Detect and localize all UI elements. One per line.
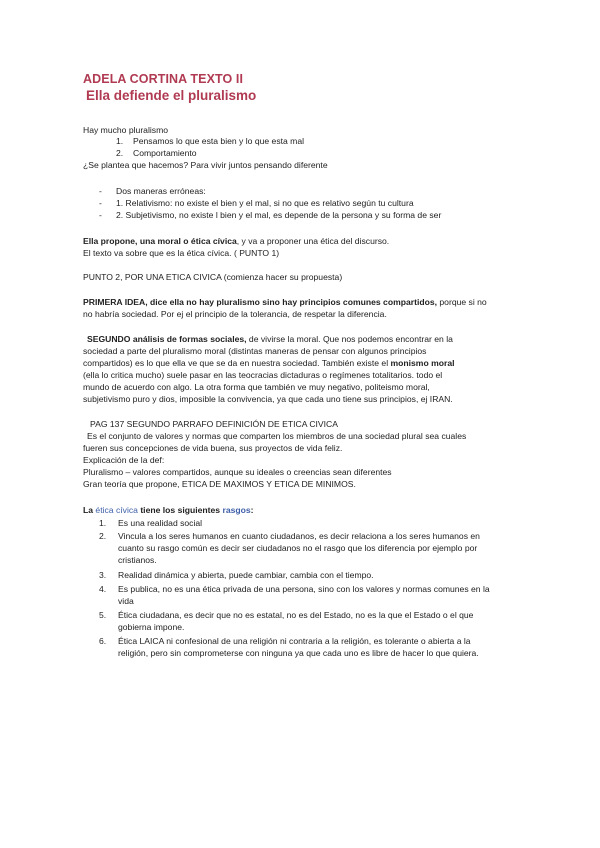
intro-item: Pensamos lo que esta bien y lo que esta mal <box>133 136 305 146</box>
rasgo-num: 1. <box>99 518 107 528</box>
rasgo-text: Ética ciudadana, es decir que no es estatal, no es del Estado, no es la que el Estado o el que <box>118 610 474 620</box>
intro-line: Hay mucho pluralismo <box>83 125 169 135</box>
definicion-line-2: fueren sus concepciones de vida buena, sus proyectos de vida feliz. <box>83 443 343 453</box>
segundo-rest: de vivirse la moral. Que nos podemos encontrar en la <box>246 334 453 344</box>
intro-item: Comportamiento <box>133 148 197 158</box>
rasgo-text: religión, pero sin comprometerse con ninguna ya que cada uno es libre de hacer lo que quiera. <box>118 648 479 658</box>
proposal-line <box>83 236 389 247</box>
rasgos-post: : <box>250 505 254 515</box>
segundo-line-5: mundo de acuerdo con algo. La otra forma que también ve muy negativo, politeismo moral, <box>83 382 430 392</box>
error-item: 2. Subjetivismo, no existe l bien y el mal, es depende de la persona y su forma de ser <box>116 210 442 220</box>
rasgo-num: 3. <box>99 570 107 580</box>
definicion-line-5: Gran teoría que propone, ETICA DE MAXIMOS Y ETICA DE MINIMOS. <box>83 479 356 489</box>
rasgos-highlight: ética cívica <box>95 505 138 515</box>
rasgo-text: Realidad dinámica y abierta, puede cambiar, cambia con el tiempo. <box>118 570 374 580</box>
rasgos-highlight-2: rasgos <box>222 505 251 515</box>
segundo-line-4: (ella lo critica mucho) suele pasar en las teocracias dictaduras o regímenes totalitarios. todo el <box>83 370 443 380</box>
monismo-moral: monismo moral <box>390 358 455 368</box>
segundo-line-2: sociedad a parte del pluralismo moral (distintas maneras de pensar con algunos principios <box>83 346 427 356</box>
segundo-line-3 <box>83 358 455 369</box>
rasgo-text: gobierna impone. <box>118 622 185 632</box>
proposal-bold: Ella propone, una moral o ética cívica <box>83 236 237 246</box>
rasgo-text: Es una realidad social <box>118 518 203 528</box>
definicion-line-3: Explicación de la def: <box>83 455 165 465</box>
segundo-line-6: subjetivismo puro y dios, imposible la convivencia, ya que cada uno tiene sus principios, ej IRAN. <box>83 394 453 404</box>
rasgo-text: vida <box>118 596 134 606</box>
rasgo-text: cuanto su rasgo común es decir ser ciudadanos no el rasgo que los diferencia por ejemplo por <box>118 543 478 553</box>
definicion-line-1: Es el conjunto de valores y normas que comparten los miembros de una sociedad plural sea cuales <box>87 431 467 441</box>
segundo-line-3-text: compartidos) es lo que ella ve que se da en nuestra sociedad. También existe el <box>83 358 391 368</box>
rasgo-text: Es publica, no es una ética privada de una persona, sino con los valores y normas comunes en la <box>118 584 490 594</box>
proposal-line-2: El texto va sobre que es la ética cívica. ( PUNTO 1) <box>83 248 280 258</box>
rasgo-num: 4. <box>99 584 107 594</box>
intro-question: ¿Se plantea que hacemos? Para vivir juntos pensando diferente <box>83 160 328 170</box>
error-item: 1. Relativismo: no existe el bien y el mal, si no que es relativo según tu cultura <box>116 198 414 208</box>
rasgo-num: 2. <box>99 531 107 541</box>
rasgo-text: cristianos. <box>118 555 157 565</box>
definicion-heading: PAG 137 SEGUNDO PARRAFO DEFINICIÓN DE ETICA CIVICA <box>90 419 338 429</box>
rasgos-mid: tiene los siguientes <box>137 505 223 515</box>
rasgos-heading <box>83 505 254 516</box>
definicion-line-4: Pluralismo – valores compartidos, aunque su ideales o creencias sean diferentes <box>83 467 392 477</box>
document-title: ADELA CORTINA TEXTO II <box>83 72 244 86</box>
rasgo-text: Vincula a los seres humanos en cuanto ciudadanos, es decir relaciona a los seres humanos en <box>118 531 480 541</box>
rasgo-num: 6. <box>99 636 107 646</box>
primera-idea-bold: PRIMERA IDEA, dice ella no hay pluralismo sino hay principios comunes compartidos, <box>83 297 438 307</box>
bullet-dash: - <box>99 198 102 208</box>
bullet-dash: - <box>99 186 102 196</box>
document-subtitle: Ella defiende el pluralismo <box>86 88 257 103</box>
primera-idea-line-2: no habría sociedad. Por ej el principio de la tolerancia, de respetar la diferencia. <box>83 309 387 319</box>
errors-heading: Dos maneras erróneas: <box>116 186 206 196</box>
intro-item-num: 1. <box>116 136 124 146</box>
bullet-dash: - <box>99 210 102 220</box>
rasgo-text: Ética LAICA ni confesional de una religión ni contraria a la religión, es tolerante o abierta a la <box>118 636 471 646</box>
primera-idea-rest: porque si no <box>437 297 487 307</box>
intro-item-num: 2. <box>116 148 124 158</box>
primera-idea-line <box>83 297 487 308</box>
proposal-rest: , y va a proponer una ética del discurso. <box>236 236 390 246</box>
rasgo-num: 5. <box>99 610 107 620</box>
rasgos-pre: La <box>83 505 96 515</box>
punto-2-heading: PUNTO 2, POR UNA ETICA CIVICA (comienza hacer su propuesta) <box>83 272 343 282</box>
segundo-bold: SEGUNDO análisis de formas sociales, <box>87 334 247 344</box>
segundo-line <box>87 334 453 345</box>
